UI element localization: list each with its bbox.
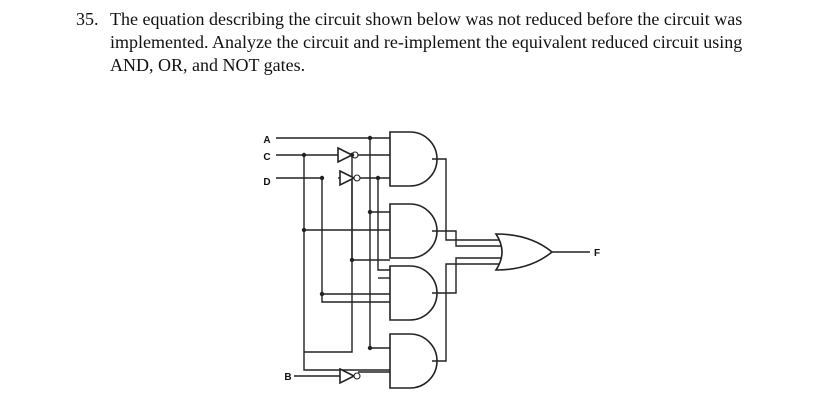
not-gate-d [340, 171, 360, 185]
input-label-a: A [263, 135, 271, 146]
not-gate-b [340, 369, 360, 383]
and-gate-2 [390, 204, 437, 258]
and-gate-3 [390, 266, 437, 320]
junction-dots [302, 136, 380, 350]
and-gate-1 [390, 132, 437, 186]
input-label-d: D [263, 177, 271, 188]
question-number: 35. [76, 9, 99, 29]
and-gate-4 [390, 334, 437, 388]
question-line-1: The equation describing the circuit shown below was not reduced before the circuit was [110, 9, 743, 29]
question-line-3: AND, OR, and NOT gates. [110, 55, 306, 75]
input-label-c: C [263, 152, 271, 163]
not-gate-c [338, 148, 358, 162]
and-to-or-wires [432, 159, 502, 361]
logic-circuit-diagram [240, 120, 620, 400]
input-wires [276, 138, 390, 376]
input-label-b: B [284, 372, 292, 383]
question-line-2: implemented. Analyze the circuit and re-implement the equivalent reduced circuit using [110, 32, 743, 52]
output-label-f: F [594, 248, 601, 259]
or-gate [496, 234, 552, 270]
